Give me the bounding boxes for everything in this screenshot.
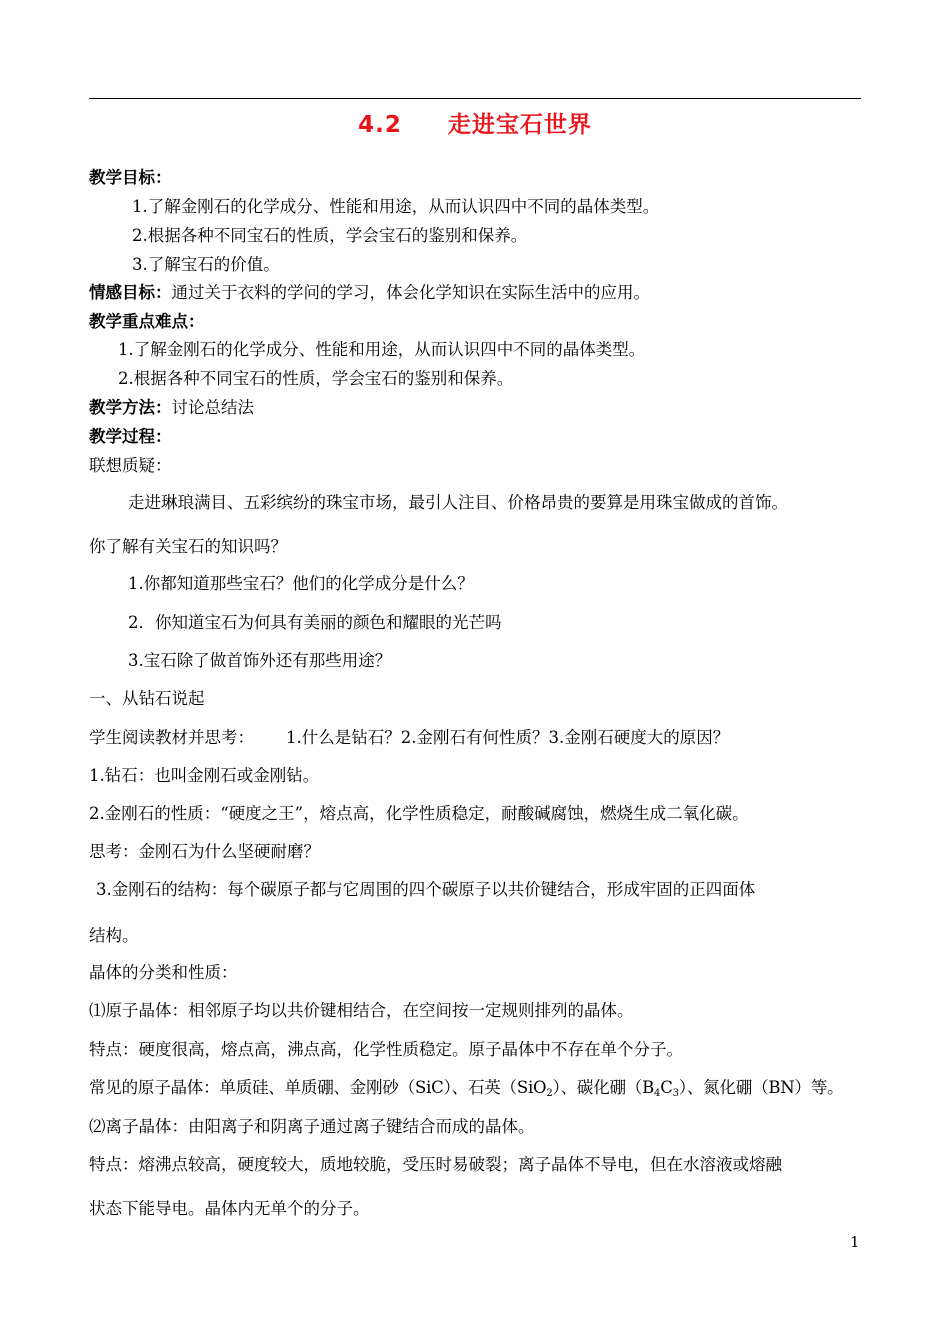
atomic-crystal-definition: ⑴原子晶体：相邻原子均以共价键相结合，在空间按一定规则排列的晶体。 [89,1001,634,1020]
ionic-crystal-definition: ⑵离子晶体：由阳离子和阴离子通过离子键结合而成的晶体。 [89,1117,535,1136]
diamond-structure-line-1: 3.金刚石的结构：每个碳原子都与它周围的四个碳原子以共价键结合，形成牢固的正四面体 [96,880,756,899]
association-label: 联想质疑： [89,456,172,475]
think-question: 思考：金刚石为什么坚硬耐磨？ [89,842,320,861]
method-text: 讨论总结法 [171,398,254,417]
carbon-symbol: C [660,1078,673,1097]
reading-prompt-line [89,727,729,749]
association-intro: 走进琳琅满目、五彩缤纷的珠宝市场，最引人注目、价格昂贵的要算是用珠宝做成的首饰。 [128,493,788,512]
key-point-1: 1.了解金刚石的化学成分、性能和用途，从而认识四中不同的晶体类型。 [118,340,646,359]
header-rule [89,98,861,99]
section-number: 4.2 [358,112,402,138]
association-item-2: 2．你知道宝石为何具有美丽的颜色和耀眼的光芒吗 [128,613,502,632]
process-heading: 教学过程： [89,427,172,446]
association-item-3: 3.宝石除了做首饰外还有那些用途？ [128,651,392,670]
emotion-text: 通过关于衣料的学问的学习，体会化学知识在实际生活中的应用。 [171,283,650,302]
atomic-crystal-features: 特点：硬度很高，熔点高，沸点高，化学性质稳定。原子晶体中不存在单个分子。 [89,1040,683,1059]
teaching-method [89,397,254,419]
page-number: 1 [850,1233,860,1251]
page-title [0,106,950,139]
goal-item-2: 2.根据各种不同宝石的性质，学会宝石的鉴别和保养。 [132,226,528,245]
goal-item-1: 1.了解金刚石的化学成分、性能和用途，从而认识四中不同的晶体类型。 [132,197,660,216]
goals-heading: 教学目标： [89,168,172,187]
common-prefix: 常见的原子晶体：单质硅、单质硼、金刚砂（SiC）、石英（SiO [89,1078,547,1097]
diamond-paragraph-2: 2.金刚石的性质：“硬度之王”，熔点高，化学性质稳定，耐酸碱腐蚀，燃烧生成二氧化碳。 [89,804,749,823]
emotion-heading: 情感目标： [89,283,172,302]
ionic-features-line-1: 特点：熔沸点较高，硬度较大，质地较脆，受压时易破裂；离子晶体不导电，但在水溶液或熔融 [89,1155,782,1174]
sio2-subscript: 2 [546,1088,553,1099]
c3-subscript: 3 [672,1088,679,1099]
goal-item-3: 3.了解宝石的价值。 [132,255,280,274]
key-point-2: 2.根据各种不同宝石的性质，学会宝石的鉴别和保养。 [118,369,514,388]
reading-questions: 1.什么是钻石？2.金刚石有何性质？3.金刚石硬度大的原因？ [286,728,730,747]
emotion-goal [89,282,650,304]
crystals-heading: 晶体的分类和性质： [89,963,238,982]
association-question: 你了解有关宝石的知识吗？ [89,537,287,556]
b4-subscript: 4 [654,1088,661,1099]
title-text: 走进宝石世界 [447,112,592,138]
diamond-structure-line-2: 结构。 [89,926,139,945]
association-item-1: 1.你都知道那些宝石？他们的化学成分是什么？ [128,574,474,593]
common-mid: ）、碳化硼（B [552,1078,655,1097]
common-atomic-crystals [89,1077,843,1105]
ionic-features-line-2: 状态下能导电。晶体内无单个的分子。 [89,1199,370,1218]
key-points-heading: 教学重点难点： [89,312,205,331]
diamond-paragraph-1: 1.钻石：也叫金刚石或金刚钻。 [89,766,320,785]
method-heading: 教学方法： [89,398,172,417]
reading-prompt: 学生阅读教材并思考： [89,728,254,747]
section1-heading: 一、从钻石说起 [89,689,205,708]
common-suffix: ）、氮化硼（BN）等。 [678,1078,844,1097]
